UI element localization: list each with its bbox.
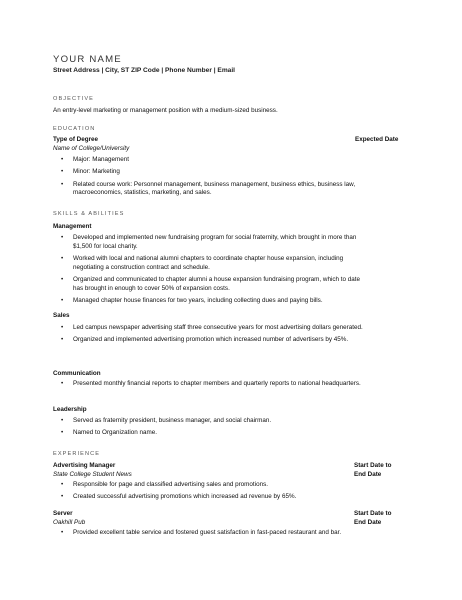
job-duties-list (53, 481, 363, 506)
job-company: Oakhill Pub (53, 519, 86, 526)
experience-heading: EXPERIENCE (53, 451, 101, 457)
education-list (53, 156, 363, 202)
list-item: • Managed chapter house finances for two years, including collecting dues and paying bills. (61, 296, 323, 304)
skill-group-heading: Sales (53, 312, 70, 319)
job-start-date: Start Date to (354, 510, 392, 517)
job-duties-list (53, 529, 363, 541)
objective-heading: OBJECTIVE (53, 96, 94, 102)
list-item: • Related course work: Personnel management, business management, business ethics, business law, macroeconomics, statistics, marketing, and sales. (61, 180, 356, 197)
sales-list (53, 324, 363, 349)
job-end-date: End Date (354, 519, 382, 526)
school-name: Name of College/University (53, 145, 130, 152)
skill-group-heading: Management (53, 223, 92, 230)
list-item: • Named to Organization name. (61, 429, 158, 437)
job-company: State College Student News (53, 471, 132, 478)
communication-list (53, 380, 363, 392)
management-list (53, 234, 363, 309)
list-item: • Minor: Marketing (61, 168, 120, 176)
list-item: • Organized and communicated to chapter alumni a house expansion fundraising program, which to date has brought in enough to cover 50% of expansion costs. (61, 275, 361, 292)
education-heading: EDUCATION (53, 126, 96, 132)
list-item: • Major: Management (61, 156, 129, 163)
job-role: Advertising Manager (53, 462, 116, 469)
list-item: • Led campus newspaper advertising staff three consecutive years for most advertising dollars generated. (61, 324, 363, 331)
job-role: Server (53, 510, 73, 517)
list-item: • Developed and implemented new fundraising program for social fraternity, which brought in more than $1,500 for local charity. (61, 234, 357, 250)
leadership-list (53, 417, 363, 442)
skills-heading: SKILLS & ABILITIES (53, 211, 125, 217)
degree-expected-date: Expected Date (355, 136, 399, 143)
objective-text: An entry-level marketing or management position with a medium-sized business. (53, 107, 278, 114)
list-item: • Created successful advertising promotions which increased ad revenue by 65%. (61, 493, 297, 501)
list-item: • Responsible for page and classified advertising sales and promotions. (61, 481, 268, 488)
skill-group-heading: Communication (53, 370, 101, 377)
contact-line: Street Address | City, ST ZIP Code | Phone Number | Email (53, 67, 236, 74)
skill-group-heading: Leadership (53, 406, 87, 413)
list-item: • Served as fraternity president, business manager, and social chairman. (61, 417, 272, 424)
applicant-name: YOUR NAME (53, 54, 122, 65)
job-start-date: Start Date to (354, 462, 392, 469)
list-item: • Presented monthly financial reports to chapter members and quarterly reports to national headquarters. (61, 380, 361, 387)
list-item: • Organized and implemented advertising promotion which increased number of advertisers by 45%. (61, 336, 349, 344)
list-item: • Provided excellent table service and fostered guest satisfaction in fast-paced restaurant and bar. (61, 529, 342, 536)
degree-type: Type of Degree (53, 136, 99, 143)
job-end-date: End Date (354, 471, 382, 478)
list-item: • Worked with local and national alumni chapters to coordinate chapter house expansion, including negotiating a construction contract and schedule. (61, 254, 344, 271)
